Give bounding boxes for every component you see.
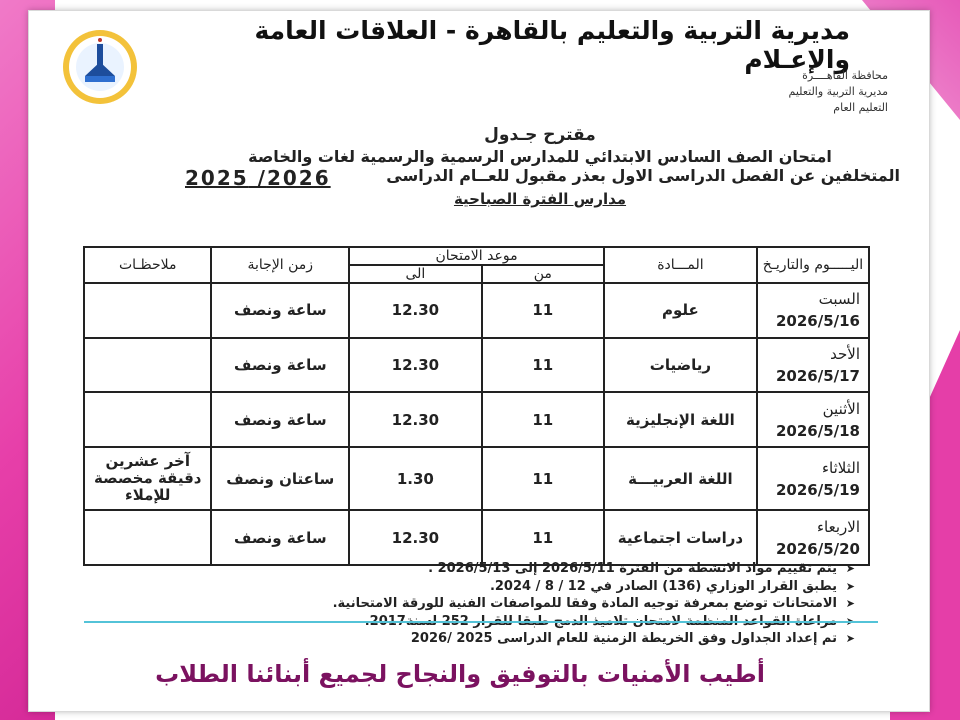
subject-cell: علوم	[604, 283, 757, 338]
from-time-cell: 11	[482, 283, 604, 338]
schedule-notes-list	[85, 560, 875, 648]
table-row	[84, 338, 869, 393]
exam-date: 2026/5/20	[775, 539, 860, 558]
header-subject: المـــادة	[604, 247, 757, 283]
day-name: السبت	[818, 290, 860, 309]
to-time-cell: 1.30	[349, 447, 482, 510]
table-row	[84, 392, 869, 447]
schedule-title-block	[170, 125, 910, 208]
day-date-cell	[757, 338, 869, 393]
morning-schools-label: مدارس الفترة الصباحية	[453, 190, 627, 208]
day-date-cell	[757, 510, 869, 565]
to-time-cell: 12.30	[349, 392, 482, 447]
pr-media-logo	[55, 28, 145, 106]
arrow-bullet-icon: ➤	[845, 597, 855, 610]
header-from: من	[482, 265, 604, 283]
day-date-cell	[757, 283, 869, 338]
arrow-bullet-icon: ➤	[845, 632, 855, 645]
cyan-divider	[84, 621, 878, 623]
day-date-cell	[757, 392, 869, 447]
absent-students-line: المتخلفين عن الفصل الدراسى الاول بعذر مقبول للعــام الدراسى	[386, 166, 900, 185]
ministry-heading	[688, 68, 888, 116]
page-header-title: مديرية التربية والتعليم بالقاهرة - العلاقات العامة والإعـلام	[254, 16, 850, 74]
subject-cell: اللغة الإنجليزية	[604, 392, 757, 447]
to-time-cell: 12.30	[349, 510, 482, 565]
note-text: يطبق القرار الوزاري (136) الصادر في 12 / 8 / 2024.	[489, 578, 837, 594]
notes-cell	[84, 283, 211, 338]
school-year: 2026/ 2025	[185, 166, 331, 190]
from-time-cell: 11	[482, 447, 604, 510]
duration-cell: ساعة ونصف	[211, 338, 349, 393]
subject-cell: دراسات اجتماعية	[604, 510, 757, 565]
header-day-date: اليـــــوم والتاريـخ	[757, 247, 869, 283]
list-item	[85, 578, 875, 596]
from-time-cell: 11	[482, 338, 604, 393]
note-text: يتم تقييم مواد الانشطة من الفترة 2026/5/11 إلى 2026/5/13 .	[428, 561, 837, 576]
header-duration: زمن الإجابة	[211, 247, 349, 283]
duration-cell: ساعة ونصف	[211, 392, 349, 447]
duration-cell: ساعة ونصف	[211, 510, 349, 565]
footer-wishes: أطيب الأمنيات بالتوفيق والنجاح لجميع أبنائنا الطلاب	[155, 660, 765, 688]
subject-cell: اللغة العربيـــة	[604, 447, 757, 510]
table-row	[84, 283, 869, 338]
note-text: تم إعداد الجداول وفق الخريطة الزمنية للعام الدراسى 2025 /2026	[410, 631, 837, 646]
header-exam-time: موعد الامتحان	[349, 247, 604, 265]
day-name: الثلاثاء	[821, 458, 860, 477]
from-time-cell: 11	[482, 510, 604, 565]
table-row	[84, 447, 869, 510]
note-text: الامتحانات توضع بمعرفة توجيه المادة وفقا للمواصفات الفنية للورقة الامتحانية.	[332, 596, 837, 611]
from-time-cell: 11	[482, 392, 604, 447]
notes-cell	[84, 392, 211, 447]
subject-cell: رياضيات	[604, 338, 757, 393]
day-name: الاربعاء	[816, 517, 860, 536]
proposal-title: مقترح جـدول	[484, 125, 596, 145]
day-name: الأحد	[830, 345, 860, 364]
arrow-bullet-icon: ➤	[845, 562, 855, 575]
day-name: الأثنين	[822, 399, 860, 418]
ministry-line-general-education: التعليم العام	[833, 101, 888, 114]
duration-cell: ساعة ونصف	[211, 283, 349, 338]
exam-date: 2026/5/19	[775, 480, 860, 499]
exam-date: 2026/5/18	[775, 421, 860, 440]
notes-cell: آخر عشرين دقيقة مخصصة للإملاء	[84, 447, 211, 510]
to-time-cell: 12.30	[349, 338, 482, 393]
header-to: الى	[349, 265, 482, 283]
day-date-cell	[757, 447, 869, 510]
to-time-cell: 12.30	[349, 283, 482, 338]
notes-cell	[84, 510, 211, 565]
ministry-line-directorate: مديرية التربية والتعليم	[788, 85, 888, 98]
list-item	[85, 560, 875, 578]
header-notes: ملاحظـات	[84, 247, 211, 283]
duration-cell: ساعتان ونصف	[211, 447, 349, 510]
ministry-line-governorate: محافظة القاهــــرة	[802, 69, 888, 82]
exam-date: 2026/5/17	[775, 367, 860, 386]
table-row	[84, 510, 869, 565]
notes-cell	[84, 338, 211, 393]
exam-date: 2026/5/16	[775, 312, 860, 331]
list-item	[85, 595, 875, 613]
exam-title-line: امتحان الصف السادس الابتدائي للمدارس الرسمية والرسمية لغات والخاصة	[248, 147, 832, 166]
exam-schedule-table	[83, 246, 870, 566]
exam-subtitle-line	[170, 166, 910, 190]
arrow-bullet-icon: ➤	[845, 579, 855, 593]
list-item	[85, 630, 875, 648]
